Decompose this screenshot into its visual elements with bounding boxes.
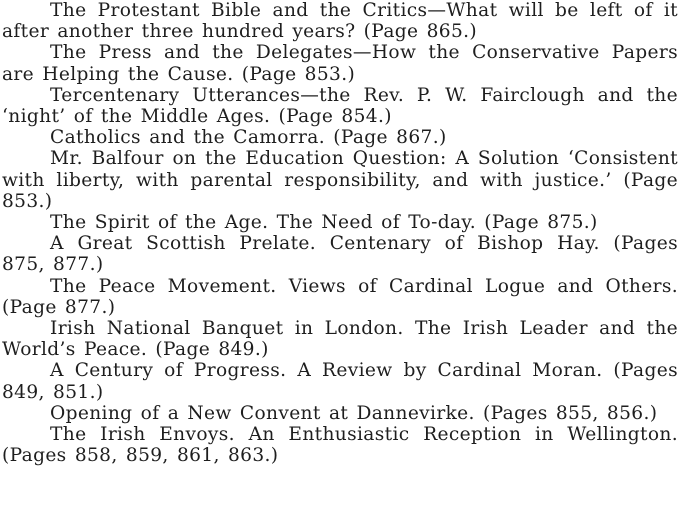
entry-text: A Great Scottish Prelate. Centenary of Bishop Hay. (Pages 875, 877.) — [2, 233, 678, 276]
contents-entry — [2, 148, 678, 212]
entry-text: Mr. Balfour on the Education Question: A Solution ‘Consistent with liberty, with parental responsibility, and with justice.’ (Page 853.) — [2, 148, 678, 212]
entry-text: The Protestant Bible and the Critics—What will be left of it after another three hundred years? (Page 865.) — [2, 0, 678, 43]
contents-entry — [2, 127, 678, 148]
contents-entry — [2, 360, 678, 402]
entry-text: The Press and the Delegates—How the Conservative Papers are Helping the Cause. (Page 853.) — [2, 42, 678, 85]
entry-text: The Spirit of the Age. The Need of To-day. (Page 875.) — [50, 212, 598, 234]
contents-entry — [2, 318, 678, 360]
entry-text: A Century of Progress. A Review by Cardinal Moran. (Pages 849, 851.) — [2, 360, 678, 403]
contents-entry — [2, 85, 678, 127]
entry-text: Irish National Banquet in London. The Irish Leader and the World’s Peace. (Page 849.) — [2, 318, 678, 361]
contents-entry — [2, 0, 678, 42]
contents-entry — [2, 424, 678, 466]
contents-entry — [2, 276, 678, 318]
contents-entry — [2, 403, 678, 424]
contents-entry — [2, 233, 678, 275]
contents-entry — [2, 212, 678, 233]
entry-text: Catholics and the Camorra. (Page 867.) — [50, 127, 447, 149]
entry-text: The Peace Movement. Views of Cardinal Logue and Others. (Page 877.) — [2, 275, 678, 318]
entry-text: Tercentenary Utterances—the Rev. P. W. Fairclough and the ‘night’ of the Middle Ages. (Page 854.) — [2, 84, 678, 128]
contents-entry — [2, 42, 678, 84]
entry-text: Opening of a New Convent at Dannevirke. (Pages 855, 856.) — [50, 402, 658, 424]
entry-text: The Irish Envoys. An Enthusiastic Reception in Wellington. (Pages 858, 859, 861, 863.) — [2, 424, 678, 467]
